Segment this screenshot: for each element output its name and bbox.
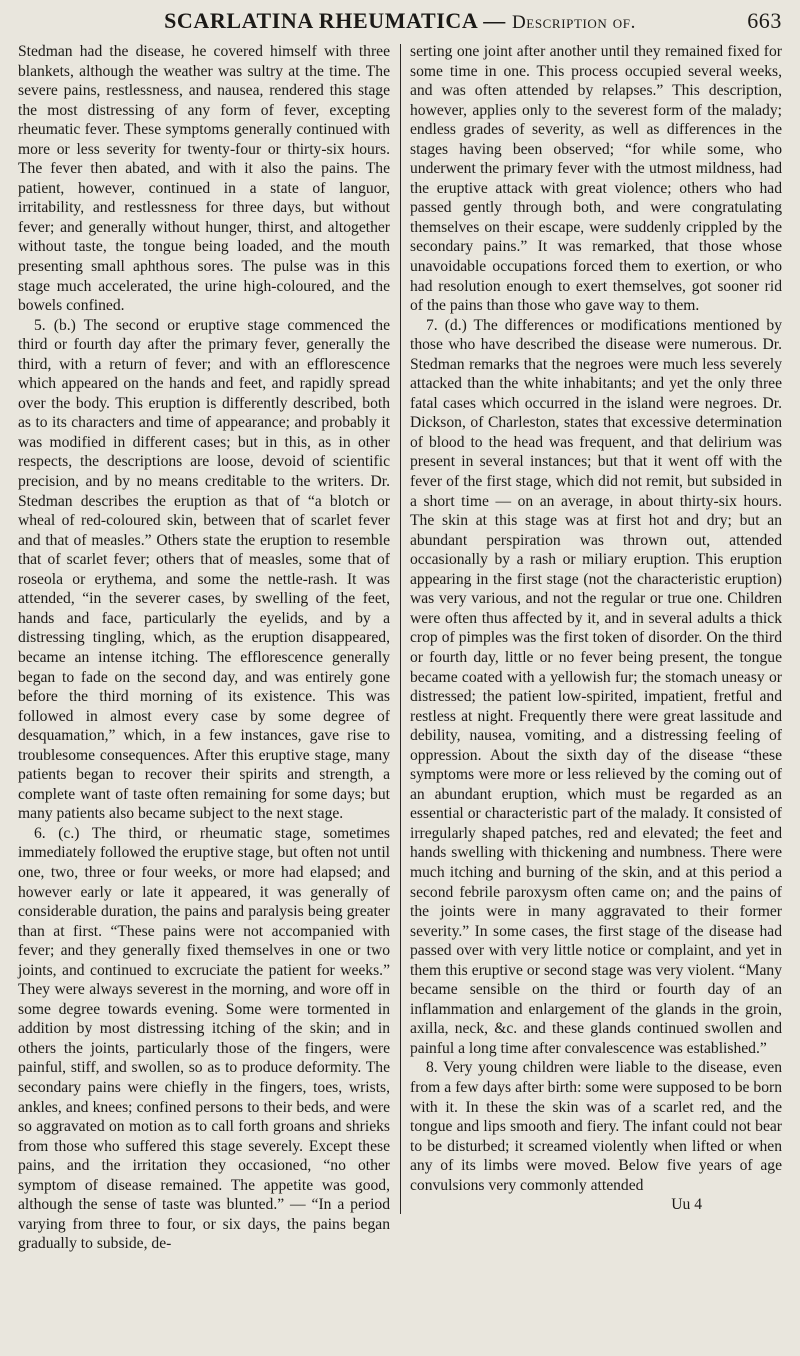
column-divider	[400, 44, 401, 1214]
paragraph: 6. (c.) The third, or rheumatic stage, sometimes immediately followed the eruptive stage, but often not until one, two, three or four weeks, or more had elapsed; and however early or late it appeared, it was generally of considerable duration, the pains and paralysis being greater than at first. “These pains were not accompanied with fever; and they generally fixed themselves in one or two joints, and continued to excruciate the patient for weeks.” They were always severest in the morning, and wore off in some degree towards evening. Some were tormented in addition by most distressing itching of the skin; and in others the joints, particularly those of the fingers, were painful, stiff, and swollen, so as to produce deformity. The secondary pains were chiefly in the fingers, toes, wrists, ankles, and knees; confined persons to their beds, and were so aggravated on motion as to call forth groans and shrieks from those who suffered this stage severely. Except these pains, and the irritation they occasioned, “no other symptom of disease remained. The appetite was good, although the sense of taste was blunted.” — “In a period varying from three to four, or six days, the pains began gradually to subside, de-	[18, 824, 390, 1253]
paragraph: 5. (b.) The second or eruptive stage commenced the third or fourth day after the primary fever, generally the third, with a return of fever; and with an efflorescence which appeared on the hands and feet, and rapidly spread over the body. This eruption is differently described, both as to its characters and time of appearance; and probably it was modified in different cases; but in this, as in other respects, the descriptions are loose, devoid of scientific precision, and by no means creditable to the writers. Dr. Stedman describes the eruption as that of “a blotch or wheal of red-coloured skin, between that of scarlet fever and that of measles.” Others state the eruption to resemble that of scarlet fever; others that of measles, some that of roseola or erythema, and some the nettle-rash. It was attended, “in the severer cases, by swelling of the feet, hands and face, particularly the eyelids, and by a distressing tingling, which, as the eruption disappeared, became an intense itching. The efflorescence generally began to fade on the second day, and was entirely gone before the third morning of its existence. This was followed in almost every case by some degree of desquamation,” which, in a few instances, gave rise to troublesome consequences. After this eruptive stage, many patients began to recover their spirits and strength, a complete want of taste often remaining for some days; but many patients also became subject to the next stage.	[18, 316, 390, 823]
page-number: 663	[747, 8, 782, 33]
paragraph: 8. Very young children were liable to the disease, even from a few days after birth: some were supposed to be born with it. In these the skin was of a scarlet red, and the tongue and lips smooth and fiery. The infant could not bear to be disturbed; it screamed violently when lifted or when any of its limbs were moved. Below five years of age convulsions very commonly attended	[410, 1059, 782, 1194]
left-column	[18, 42, 390, 1254]
paragraph: Stedman had the disease, he covered himself with three blankets, although the weather was sultry at the time. The severe pains, restlessness, and nausea, rendered this stage the most distressing of any form of fever, excepting rheumatic fever. These symptoms generally continued with more or less severity for twenty-four or thirty-six hours. The fever then abated, and with it also the pains. The patient, however, continued in a state of languor, irritability, and restlessness for three days, but without fever; and generally without hunger, thirst, and altogether without taste, the tongue being loaded, and the mouth presenting small aphthous sores. The pulse was in this stage much accelerated, the urine high-coloured, and the bowels confined.	[18, 43, 390, 315]
running-title-sub: Description of.	[511, 12, 636, 33]
running-title	[18, 8, 722, 34]
paragraph: serting one joint after another until they remained fixed for some time in one. This process occupied several weeks, and was often attended by relapses.” This description, however, applies only to the severest form of the malady; endless grades of severity, as well as differences in the stages having been observed; “for while some, who underwent the primary fever with the utmost mildness, had the eruptive attack with great violence; others who had passed gently through both, and were congratulating themselves on their escape, were suddenly crippled by the secondary pains.” It was remarked, that those whose unavoidable occupations forced them to exertion, or who had resolution enough to exert themselves, got sooner rid of the pains than those who gave way to them.	[410, 43, 782, 315]
right-column	[410, 42, 782, 1254]
paragraph: 7. (d.) The differences or modifications mentioned by those who have described the disease were numerous. Dr. Stedman remarks that the negroes were much less severely attacked than the white inhabitants; and yet the only three fatal cases which occurred in the island were negroes. Dr. Dickson, of Charleston, states that excessive determination of blood to the head was frequent, and that delirium was present in several instances; but that it went off with the fever of the first stage, which did not remit, but subsided in a short time — on an average, in about thirty-six hours. The skin at this stage was at first hot and dry; but an abundant perspiration was thrown out, attended occasionally by a rash or miliary eruption. This eruption appearing in the first stage (not the characteristic eruption) was very various, and not the regular or true one. Children were often thus affected by it, and in several adults a thick crop of pimples was the first token of disorder. On the third or fourth day, little or no fever being present, the tongue became coated with a yellowish fur; the stomach uneasy or distressed; the patient low-spirited, impatient, fretful and restless at night. Frequently there were great lassitude and debility, nausea, vomiting, and a distressing feeling of oppression. About the sixth day of the disease “these symptoms were more or less relieved by the coming out of an abundant eruption, which must be regarded as an essential or characteristic part of the malady. It consisted of irregularly shaped patches, red and elevated; the feet and hands swelling with thickening and numbness. There were much itching and burning of the skin, and at this period a second febrile paroxysm often came on; and the pains of the joints were in many aggravated to their former severity.” In some cases, the first stage of the disease had passed over with very little notice or complaint, and yet in them this eruptive or second stage was very violent. “Many became sensible on the third or fourth day of an inflammation and enlargement of the glands in the groin, axilla, neck, &c. and these glands continued swollen and painful a long time after convalescence was established.”	[410, 316, 782, 1057]
running-head	[18, 8, 782, 38]
text-columns	[18, 42, 782, 1254]
signature-mark: Uu 4	[671, 1196, 702, 1214]
running-title-main: SCARLATINA RHEUMATICA —	[164, 8, 512, 33]
